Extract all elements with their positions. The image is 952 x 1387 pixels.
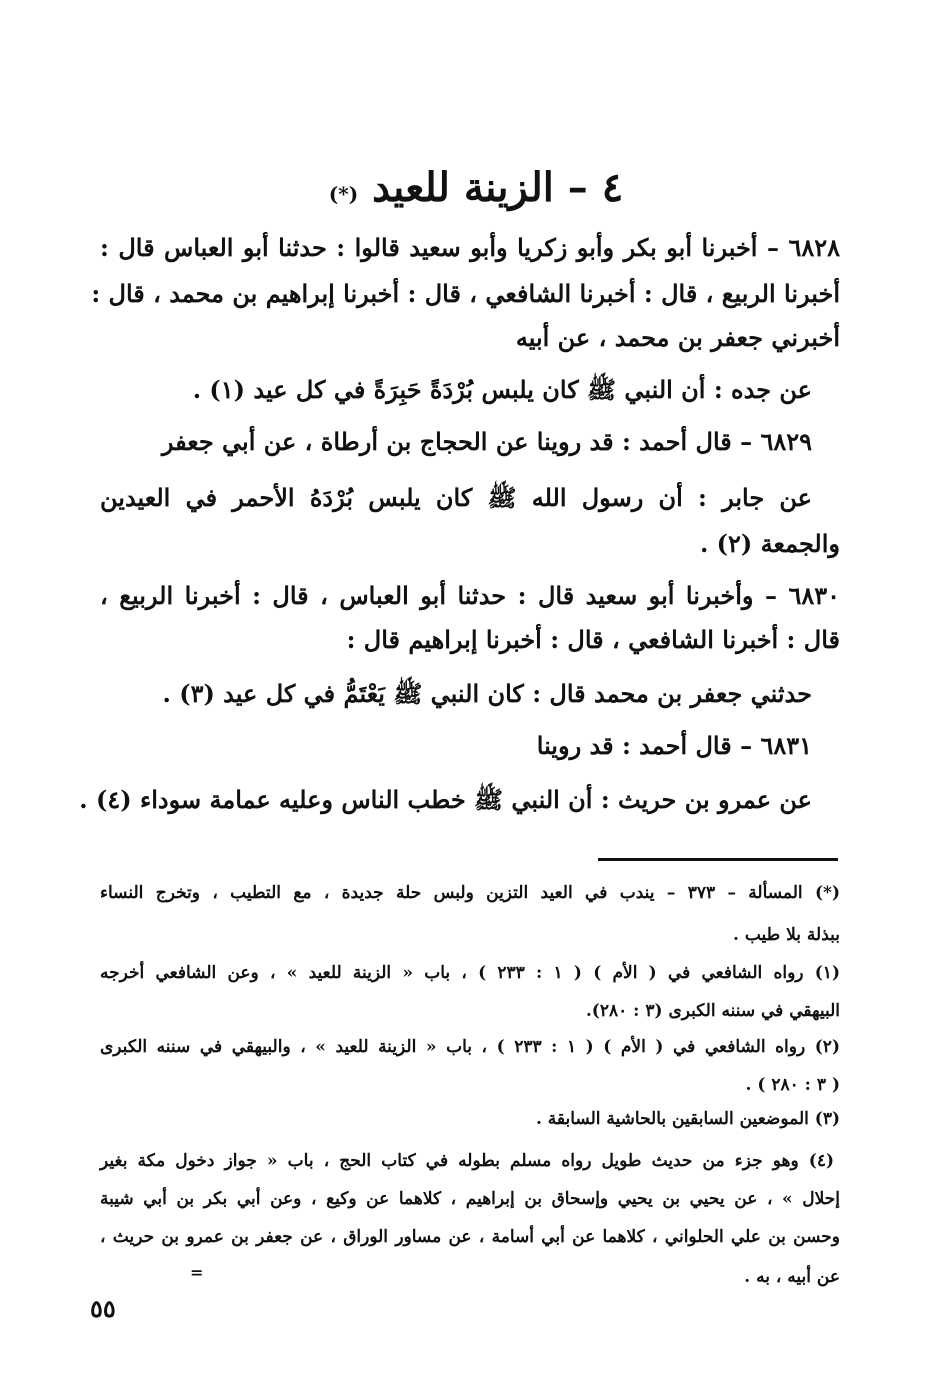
- page-number: ٥٥: [90, 1294, 116, 1323]
- footnote-line: إحلال » ، عن يحيي بن يحيي وإسحاق بن إبراهيم ، كلاهما عن وكيع ، وعن أبي بكر بن أبي شيبة: [100, 1189, 840, 1209]
- body-line: عن جابر : أن رسول الله ﷺ كان يلبس بُرْدَهُ الأحمر في العيدين: [100, 483, 812, 512]
- footnote-line: (٤) وهو جزء من حديث طويل رواه مسلم بطوله في كتاب الحج ، باب « جواز دخول مكة بغير: [100, 1151, 834, 1171]
- footnote-line: ببذلة بلا طيب .: [733, 925, 840, 945]
- body-line: ٦٨٣١ – قال أحمد : قد روينا: [536, 731, 812, 760]
- footnote-line: البيهقي في سننه الكبرى (٣ : ٢٨٠).: [585, 1001, 840, 1021]
- section-title-footnote-mark: (*): [328, 182, 359, 206]
- body-line: ٦٨٢٨ – أخبرنا أبو بكر وأبو زكريا وأبو سعيد قالوا : حدثنا أبو العباس قال :: [100, 233, 840, 262]
- section-title-text: ٤ – الزينة للعيد: [372, 164, 624, 211]
- body-line: عن جده : أن النبي ﷺ كان يلبس بُرْدَةً حَبِرَةً في كل عيد (١) .: [192, 375, 812, 404]
- footnote-line: عن أبيه ، به .: [744, 1267, 840, 1287]
- footnote-separator: [598, 858, 838, 861]
- body-line: أخبرني جعفر بن محمد ، عن أبيه: [515, 323, 840, 352]
- body-line: ٦٨٢٩ – قال أحمد : قد روينا عن الحجاج بن أرطاة ، عن أبي جعفر: [161, 427, 812, 456]
- section-title: [0, 158, 952, 218]
- footnote-line: (٢) رواه الشافعي في ( الأم ) ( ١ : ٢٣٣ ) ، باب « الزينة للعيد » ، والبيهقي في سننه الكبرى: [100, 1037, 840, 1057]
- body-line: والجمعة (٢) .: [699, 529, 840, 558]
- footnote-line: (*) المسألة – ٣٧٣ – يندب في العيد التزين ولبس حلة جديدة ، مع التطيب ، وتخرج النساء: [100, 883, 840, 903]
- footnote-line: (١) رواه الشافعي في ( الأم ) ( ١ : ٢٣٣ ) ، باب « الزينة للعيد » ، وعن الشافعي أخرجه: [100, 963, 840, 983]
- body-line: أخبرنا الربيع ، قال : أخبرنا الشافعي ، قال : أخبرنا إبراهيم بن محمد ، قال :: [91, 279, 840, 308]
- continuation-mark: =: [190, 1263, 204, 1282]
- footnote-line: ( ٣ : ٢٨٠ ) .: [745, 1075, 840, 1095]
- footnote-line: (٣) الموضعين السابقين بالحاشية السابقة .: [535, 1109, 840, 1129]
- body-line: عن عمرو بن حريث : أن النبي ﷺ خطب الناس وعليه عمامة سوداء (٤) .: [79, 785, 812, 814]
- footnote-line: وحسن بن علي الحلواني ، كلاهما عن أبي أسامة ، عن مساور الوراق ، عن جعفر بن عمرو بن حريث ،: [100, 1227, 840, 1247]
- body-line: ٦٨٣٠ – وأخبرنا أبو سعيد قال : حدثنا أبو العباس ، قال : أخبرنا الربيع ،: [100, 581, 840, 610]
- body-line: قال : أخبرنا الشافعي ، قال : أخبرنا إبراهيم قال :: [346, 625, 840, 654]
- body-line: حدثني جعفر بن محمد قال : كان النبي ﷺ يَعْتَمُّ في كل عيد (٣) .: [162, 679, 812, 708]
